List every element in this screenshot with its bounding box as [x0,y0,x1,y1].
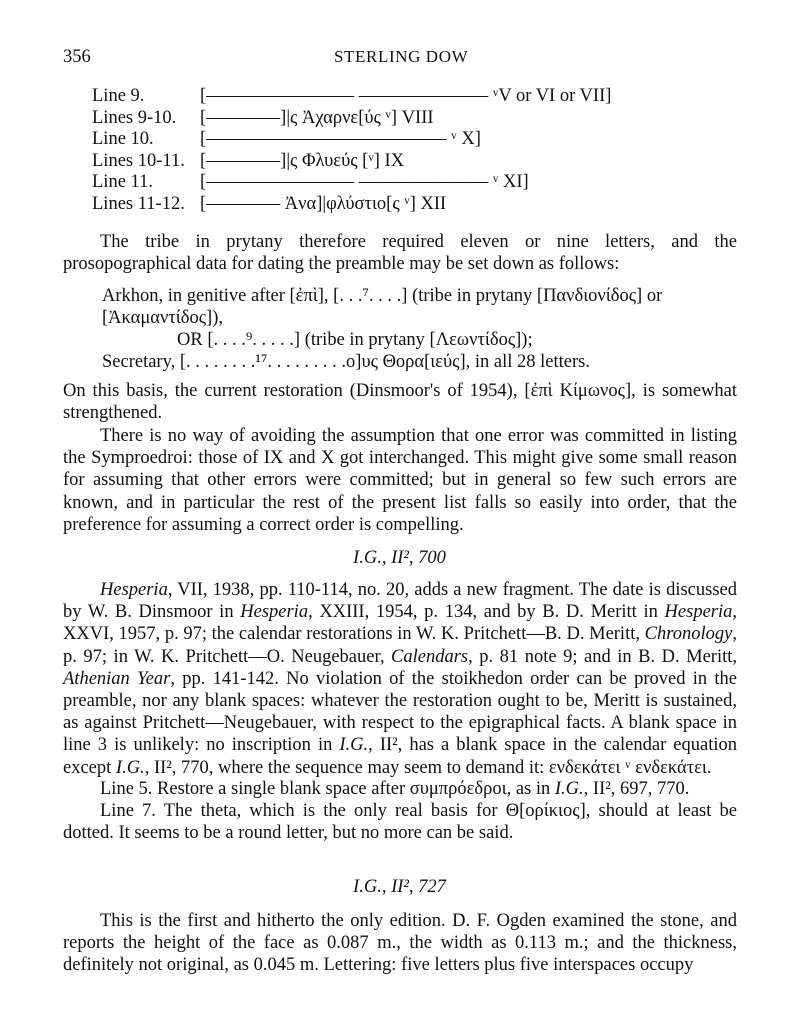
line-restoration: [———————— ——————— ᵛV or VI or VII] [200,86,612,106]
table-row [92,151,611,173]
line-label: Lines 11-12. [92,193,185,214]
paragraph-700 [63,579,737,779]
text-run: , pp. 141-142. No violation of the stoikhedon order can be proved in the preamble, nor any blank spaces: whatever the restoration ought to be, Meritt is sustained, as against Pritchett—Neugebauer, with respect to the epigraphical facts. A blank space in line 3 is unlikely: no inscription in [63,668,738,756]
citation-calendars: Calendars [391,646,469,667]
citation-ig: I.G. [554,779,584,799]
text-run: , VII, 1938, pp. 110-114, no. 20, adds a new fragment. The date is discussed by W. B. Dinsmoor in [63,580,737,623]
line-label: Line 10. [92,129,154,150]
table-row [92,194,611,216]
text-run: Line 5. Restore a single blank space after συμπρόεδροι, as in [100,779,555,799]
page-number: 356 [63,47,91,67]
text-run: , II², 697, 770. [583,779,690,799]
text-run: , XXIII, 1954, p. 134, and by B. D. Meritt in [308,602,665,623]
table-row [92,86,611,108]
running-head: STERLING DOW [334,47,469,66]
citation-athenian-year: Athenian Year [63,668,171,689]
paragraph-line-7: Line 7. The theta, which is the only real basis for Θ[ορίκιος], should at least be dotted. It seems to be a round letter, but no more can be said. [63,801,737,844]
paragraph-727: This is the first and hitherto the only edition. D. F. Ogden examined the stone, and reports the height of the face as 0.087 m., the width as 0.113 m.; and the thickness, definitely not original, as 0.045 m. Lettering: five letters plus five interspaces occupy [63,911,737,976]
citation-chronology: Chronology [644,624,733,645]
citation-hesperia: Hesperia [240,602,309,623]
paragraph-tribe: The tribe in prytany therefore required eleven or nine letters, and the prosopographical data for dating the preamble may be set down as follows: [63,232,737,275]
line-label: Line 11. [92,172,153,193]
paragraph-symproedroi: There is no way of avoiding the assumption that one error was committed in listing the Symproedroi: those of IX and X got interchanged. This might give some small reason for assuming that other errors were committed; but in general so few such errors are known, and in particular the rest of the present list falls so easily into order, that the preference for assuming a correct order is compelling. [63,426,737,535]
formula-or-line: OR [. . . .⁹. . . . .] (tribe in prytany [Λεωντίδος]); [177,330,533,350]
citation-ig: I.G. [115,757,145,778]
line-restoration: [———————— ——————— ᵛ XI] [200,172,529,193]
formula-secretary: Secretary, [. . . . . . . .¹⁷. . . . . . . . .ο]υς Θορα[ιεύς], in all 28 letters. [102,352,590,372]
line-restoration: [————]|ς Ἀχαρνε[ύς ᵛ] VIII [200,107,434,128]
formula-arkhon-2: [Ἀκαμαντίδος]), [102,308,223,328]
citation-hesperia: Hesperia [100,580,168,600]
table-row [92,172,611,194]
paragraph-line-5 [63,778,737,800]
table-row [92,108,611,130]
text-run: , p. 97; in W. K. Pritchett—O. Neugebauer, [63,624,737,667]
line-restoration: [————]|ς Φλυεύς [ᵛ] IX [200,150,405,171]
paragraph-restoration: On this basis, the current restoration (Dinsmoor's of 1954), [ἐπὶ Κίμωνος], is somewhat strengthened. [63,381,737,424]
text-run: , XXVI, 1957, p. 97; the calendar restorations in W. K. Pritchett—B. D. Meritt, [63,602,737,645]
line-label: Line 9. [92,86,145,106]
text-run: , II², 770, where the sequence may seem to demand it: ενδεκάτει ᵛ ενδεκάτει. [144,757,712,778]
line-restoration: [————————————— ᵛ X] [200,129,481,150]
section-heading-700: I.G., II², 700 [353,548,446,568]
text-run: , II², has a blank space in the calendar equation except [63,735,737,778]
formula-arkhon-1: Arkhon, in genitive after [ἐπὶ], [. . .⁷. . . .] (tribe in prytany [Πανδιονίδος] or [102,286,663,306]
line-label: Lines 10-11. [92,150,185,171]
citation-hesperia: Hesperia [664,602,733,623]
line-table [92,86,611,216]
line-restoration: [———— Ἀνα]|φλύστιο[ς ᵛ] XII [200,193,447,214]
line-label: Lines 9-10. [92,107,177,128]
citation-ig: I.G. [339,735,369,756]
section-heading-727: I.G., II², 727 [353,877,446,897]
table-row [92,129,611,151]
text-run: , p. 81 note 9; and in B. D. Meritt, [468,646,737,667]
